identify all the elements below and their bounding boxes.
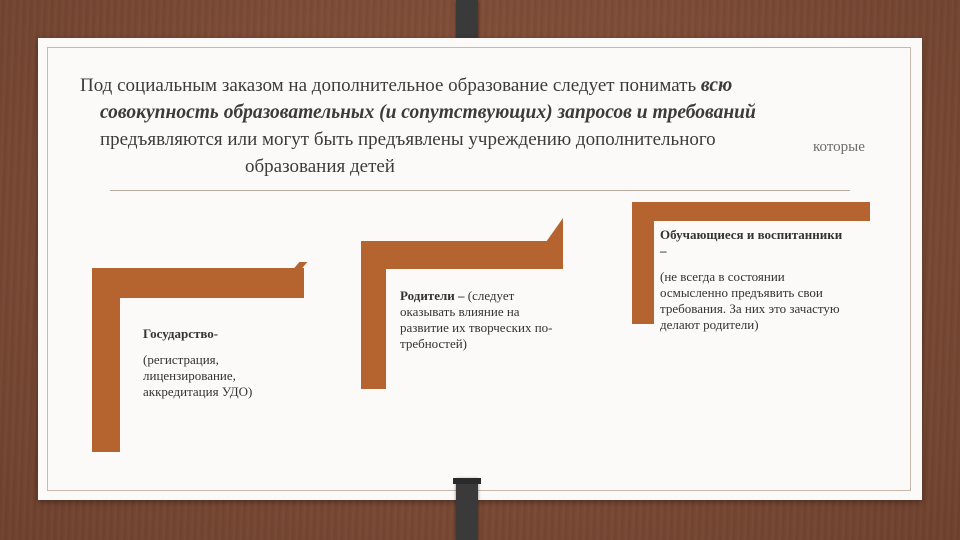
heading-line-4: образования детей [245,156,395,177]
state-body: (регистрация, лицензирование, аккредитация УДО) [143,352,253,399]
binder-clip-bottom [456,478,478,540]
slide-heading [80,72,920,180]
students-block [660,227,850,333]
parents-block [400,288,570,352]
heading-line-1-italic: всю [700,75,733,96]
parents-body: оказывать влияние на развитие их творческих по-требностей) [400,304,553,351]
parents-body-inline: (следует [467,288,515,303]
state-block [143,326,313,400]
heading-line-1-text: Под социальным заказом на дополнительное образование следует понимать [80,75,701,96]
heading-line-3: предъявляются или могут быть предъявлены учреждению дополнительного [100,129,716,150]
heading-line-1 [80,72,920,99]
heading-divider [110,190,850,191]
state-title: Государство- [143,326,219,341]
parents-title: Родители – [400,288,468,303]
heading-overlay-word: которые [813,139,865,155]
students-body: (не всегда в состоянии осмысленно предъявить свои требования. За них это зачастую делают родители) [660,269,840,332]
heading-line-2-italic: совокупность образовательных (и сопутствующих) запросов и требований [100,102,756,123]
students-title: Обучающиеся и воспитанники – [660,227,843,258]
